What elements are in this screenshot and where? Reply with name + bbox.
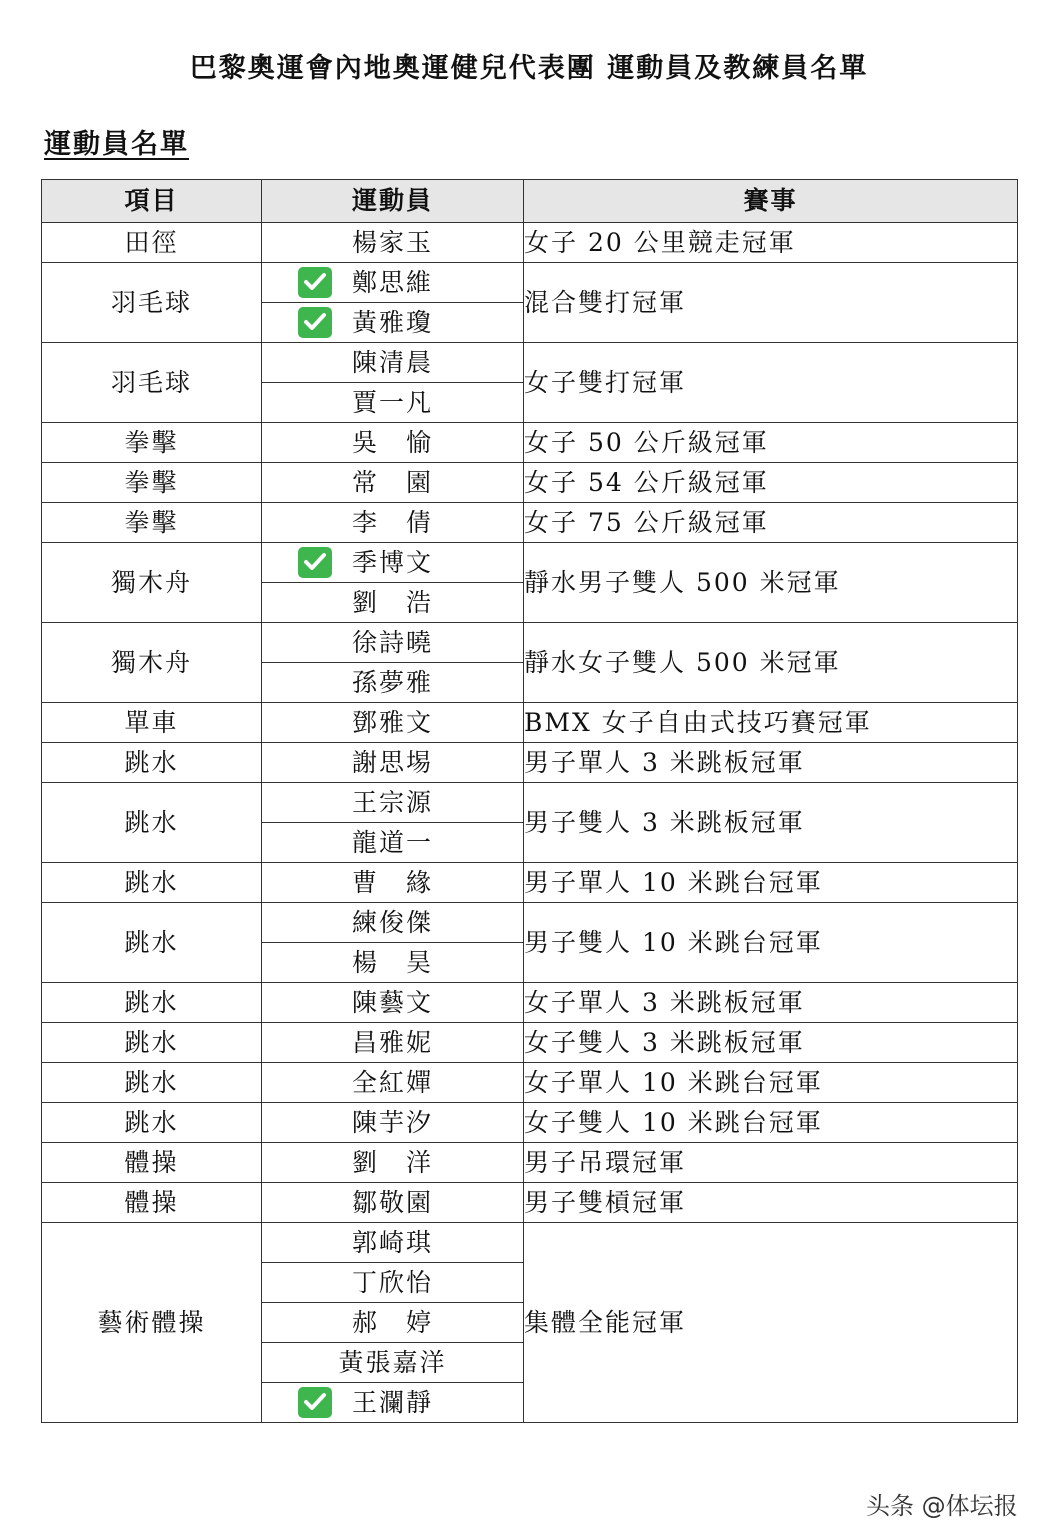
athlete-cell: 鄒敬園 (262, 1183, 524, 1223)
document-title: 巴黎奧運會內地奧運健兒代表團 運動員及教練員名單 (189, 53, 869, 84)
table-row (42, 743, 1018, 783)
athlete-cell: 謝思埸 (262, 743, 524, 783)
check-mark-icon (298, 547, 332, 578)
athlete-name: 王瀾靜 (351, 1388, 433, 1417)
athlete-cell: 郭崎琪 (262, 1223, 524, 1263)
check-mark-icon (298, 307, 332, 338)
event-cell: 女子單人 10 米跳台冠軍 (524, 1063, 1018, 1103)
sport-cell: 藝術體操 (42, 1223, 262, 1423)
athlete-cell: 昌雅妮 (262, 1023, 524, 1063)
table-row (42, 423, 1018, 463)
athlete-name: 鄭思維 (351, 268, 433, 297)
event-cell: 女子雙打冠軍 (524, 343, 1018, 423)
event-cell: 男子單人 10 米跳台冠軍 (524, 863, 1018, 903)
athlete-cell: 龍道一 (262, 823, 524, 863)
athlete-cell: 曹 緣 (262, 863, 524, 903)
table-row (42, 623, 1018, 663)
table-row (42, 1063, 1018, 1103)
sport-cell: 拳擊 (42, 423, 262, 463)
sport-cell: 獨木舟 (42, 543, 262, 623)
event-cell: 女子單人 3 米跳板冠軍 (524, 983, 1018, 1023)
athlete-cell: 劉 浩 (262, 583, 524, 623)
athlete-cell: 陳藝文 (262, 983, 524, 1023)
athlete-cell: 鄧雅文 (262, 703, 524, 743)
table-row (42, 1143, 1018, 1183)
athlete-cell: 陳芋汐 (262, 1103, 524, 1143)
athlete-cell: 丁欣怡 (262, 1263, 524, 1303)
sport-cell: 跳水 (42, 1023, 262, 1063)
sport-cell: 獨木舟 (42, 623, 262, 703)
athlete-cell (262, 1383, 524, 1423)
athlete-cell: 郝 婷 (262, 1303, 524, 1343)
event-cell: 女子 75 公斤級冠軍 (524, 503, 1018, 543)
header-athlete: 運動員 (262, 180, 524, 223)
athlete-cell: 賈一凡 (262, 383, 524, 423)
athlete-cell: 孫夢雅 (262, 663, 524, 703)
table-row (42, 863, 1018, 903)
sport-cell: 跳水 (42, 1103, 262, 1143)
event-cell: 男子雙槓冠軍 (524, 1183, 1018, 1223)
athlete-cell: 王宗源 (262, 783, 524, 823)
athlete-cell (262, 543, 524, 583)
table-row (42, 703, 1018, 743)
sport-cell: 跳水 (42, 1063, 262, 1103)
athlete-cell: 常 園 (262, 463, 524, 503)
sport-cell: 單車 (42, 703, 262, 743)
table-row (42, 1223, 1018, 1263)
event-cell: 女子 50 公斤級冠軍 (524, 423, 1018, 463)
sport-cell: 拳擊 (42, 463, 262, 503)
athlete-name: 季博文 (351, 548, 433, 577)
table-header-row (42, 180, 1018, 223)
table-row (42, 503, 1018, 543)
athlete-name: 黃雅瓊 (351, 308, 433, 337)
event-cell: BMX 女子自由式技巧賽冠軍 (524, 703, 1018, 743)
athlete-cell (262, 263, 524, 303)
event-cell: 混合雙打冠軍 (524, 263, 1018, 343)
table-row (42, 983, 1018, 1023)
athlete-cell: 全紅嬋 (262, 1063, 524, 1103)
table-row (42, 543, 1018, 583)
athlete-cell: 徐詩曉 (262, 623, 524, 663)
event-cell: 男子雙人 3 米跳板冠軍 (524, 783, 1018, 863)
athlete-cell: 陳清晨 (262, 343, 524, 383)
table-row (42, 463, 1018, 503)
sport-cell: 羽毛球 (42, 343, 262, 423)
athlete-cell: 吳 愉 (262, 423, 524, 463)
sport-cell: 跳水 (42, 903, 262, 983)
event-cell: 女子 20 公里競走冠軍 (524, 223, 1018, 263)
event-cell: 女子 54 公斤級冠軍 (524, 463, 1018, 503)
check-mark-icon (298, 1387, 332, 1418)
athlete-cell: 楊 昊 (262, 943, 524, 983)
athlete-list-heading: 運動員名單 (44, 129, 189, 160)
sport-cell: 羽毛球 (42, 263, 262, 343)
sport-cell: 拳擊 (42, 503, 262, 543)
sport-cell: 跳水 (42, 743, 262, 783)
event-cell: 男子吊環冠軍 (524, 1143, 1018, 1183)
event-cell: 女子雙人 10 米跳台冠軍 (524, 1103, 1018, 1143)
sport-cell: 跳水 (42, 863, 262, 903)
athlete-table (41, 179, 1018, 1423)
source-watermark: 头条 @体坛报 (866, 1492, 1018, 1520)
header-event: 賽事 (524, 180, 1018, 223)
sport-cell: 體操 (42, 1143, 262, 1183)
event-cell: 靜水男子雙人 500 米冠軍 (524, 543, 1018, 623)
table-row (42, 903, 1018, 943)
check-mark-icon (298, 267, 332, 298)
sport-cell: 田徑 (42, 223, 262, 263)
table-row (42, 783, 1018, 823)
table-row (42, 263, 1018, 303)
table-row (42, 1183, 1018, 1223)
event-cell: 男子單人 3 米跳板冠軍 (524, 743, 1018, 783)
athlete-cell: 李 倩 (262, 503, 524, 543)
event-cell: 男子雙人 10 米跳台冠軍 (524, 903, 1018, 983)
athlete-cell (262, 303, 524, 343)
header-sport: 項目 (42, 180, 262, 223)
athlete-cell: 練俊傑 (262, 903, 524, 943)
athlete-cell: 劉 洋 (262, 1143, 524, 1183)
athlete-cell: 楊家玉 (262, 223, 524, 263)
table-row (42, 223, 1018, 263)
event-cell: 集體全能冠軍 (524, 1223, 1018, 1423)
sport-cell: 跳水 (42, 983, 262, 1023)
event-cell: 女子雙人 3 米跳板冠軍 (524, 1023, 1018, 1063)
sport-cell: 跳水 (42, 783, 262, 863)
athlete-cell: 黃張嘉洋 (262, 1343, 524, 1383)
sport-cell: 體操 (42, 1183, 262, 1223)
table-row (42, 343, 1018, 383)
event-cell: 靜水女子雙人 500 米冠軍 (524, 623, 1018, 703)
